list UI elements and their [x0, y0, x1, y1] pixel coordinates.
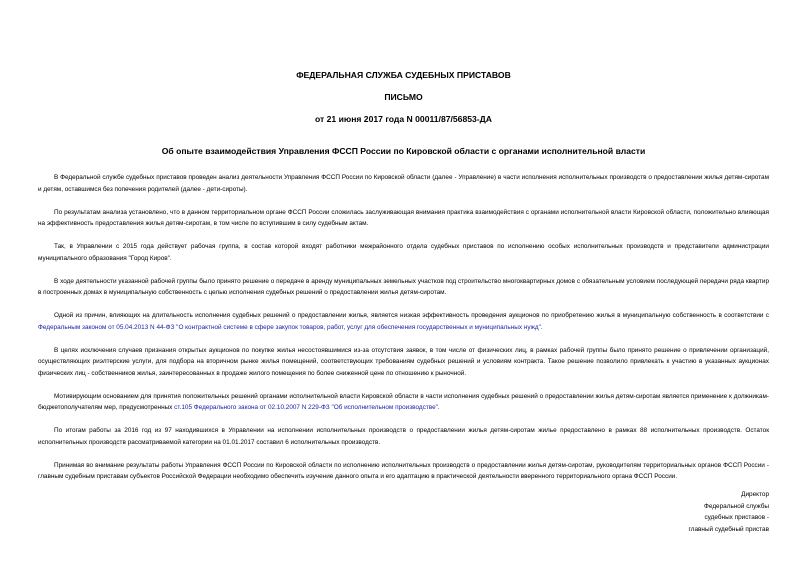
paragraph-text: Мотивирующим основанием для принятия положительных решений органами исполнительной власти Кировской области в части исполнения судебных решений о предоставлении жилья детям-сиротам является применение к должникам-бюджетополучателям мер, предусмотренных — [38, 392, 769, 411]
document-type: ПИСЬМО — [384, 92, 423, 102]
paragraph: По итогам работы за 2016 год из 97 находившихся в Управлении на исполнении исполнительных производств о предоставлении жилья детям-сиротам жилье предоставлено в рамках 88 исполнительных производств. Остаток исполнительных производств рассматриваемой категории на 01.01.2017 составил 6 исполнительных производств. — [38, 427, 769, 446]
signature-block — [689, 489, 769, 535]
paragraph-text: Одной из причин, влияющих на длительность исполнения судебных решений о предоставлении жилья, является низкая эффективность проведения аукционов по приобретению жилья в муниципальную собственность в соответствии с — [54, 312, 769, 319]
document-subject: Об опыте взаимодействия Управления ФССП России по Кировской области с органами исполнительной власти — [161, 146, 646, 156]
paragraph: В Федеральной службе судебных приставов проведен анализ деятельности Управления ФССП России по Кировской области (далее - Управление) в части исполнения исполнительных производств о предоставлении жилья детям-сиротам и детям, оставшимся без попечения родителей (далее - дети-сироты). — [38, 174, 769, 193]
signature-line: Директор — [741, 491, 769, 498]
paragraph — [38, 310, 769, 333]
paragraph: Принимая во внимание результаты работы Управления ФССП России по Кировской области по исполнению исполнительных производств о предоставлении жилья детям-сиротам, руководителям территориальных органов ФССП России - главным судебным приставам субъектов Российской Федерации необходимо обеспечить изучение данного опыта и его адаптацию в практической деятельности вверенного территориального органа ФССП России. — [38, 461, 769, 480]
document-body — [38, 172, 769, 494]
paragraph: В целях исключения случаев признания открытых аукционов по покупке жилья несостоявшимися из-за отсутствия заявок, в том числе от физических лиц, в рамках рабочей группы было принято решение о привлечении организаций, осуществляющих риэлтерские услуги, для подбора на вторичном рынке жилья помещений, соответствующих требованиям судебных решений и условиям контракта. Такое решение позволило привлекать к участию в указанных аукционах физических лиц - собственников жилья, заинтересованных в продаже жилого помещения по более сниженной цене по отношению к рыночной. — [38, 346, 769, 377]
signature-line: главный судебный пристав — [688, 525, 769, 533]
law-44-fz-link[interactable]: Федеральным законом от 05.04.2013 N 44-ФЗ "О контрактной системе в сфере закупок товаров, работ, услуг для обеспечения государственных и муниципальных нужд" — [38, 323, 541, 331]
paragraph: Так, в Управлении с 2015 года действует рабочая группа, в состав которой входят работники межрайонного отдела судебных приставов по исполнению особых исполнительных производств и представители администрации муниципального образования "Город Киров". — [38, 243, 769, 262]
paragraph: В ходе деятельности указанной рабочей группы было принято решение о передаче в аренду муниципальных земельных участков под строительство многоквартирных домов с обязательным условием последующей передачи ряда квартир в построенных домах в муниципальную собственность с целью исполнения судебных решений о предоставлении жилья детям-сиротам. — [38, 277, 769, 296]
paragraph-text: . — [540, 323, 543, 331]
paragraph — [38, 391, 769, 414]
paragraph: По результатам анализа установлено, что в данном территориальном органе ФССП России сложилась заслуживающая внимания практика взаимодействия с органами исполнительной власти Кировской области, положительно влияющая на эффективность предоставления жилья детям-сиротам, в том числе по вступившим в силу судебным актам. — [38, 208, 769, 227]
document-date-number: от 21 июня 2017 года N 00011/87/56853-ДА — [315, 114, 492, 124]
law-229-fz-link[interactable]: ст.105 Федерального закона от 02.10.2007 N 229-ФЗ "Об исполнительном производстве" — [174, 404, 438, 411]
signature-line: Федеральной службы — [704, 502, 769, 510]
signature-line: судебных приставов - — [704, 514, 769, 521]
paragraph-text: . — [437, 404, 440, 411]
issuing-organization: ФЕДЕРАЛЬНАЯ СЛУЖБА СУДЕБНЫХ ПРИСТАВОВ — [296, 70, 511, 80]
